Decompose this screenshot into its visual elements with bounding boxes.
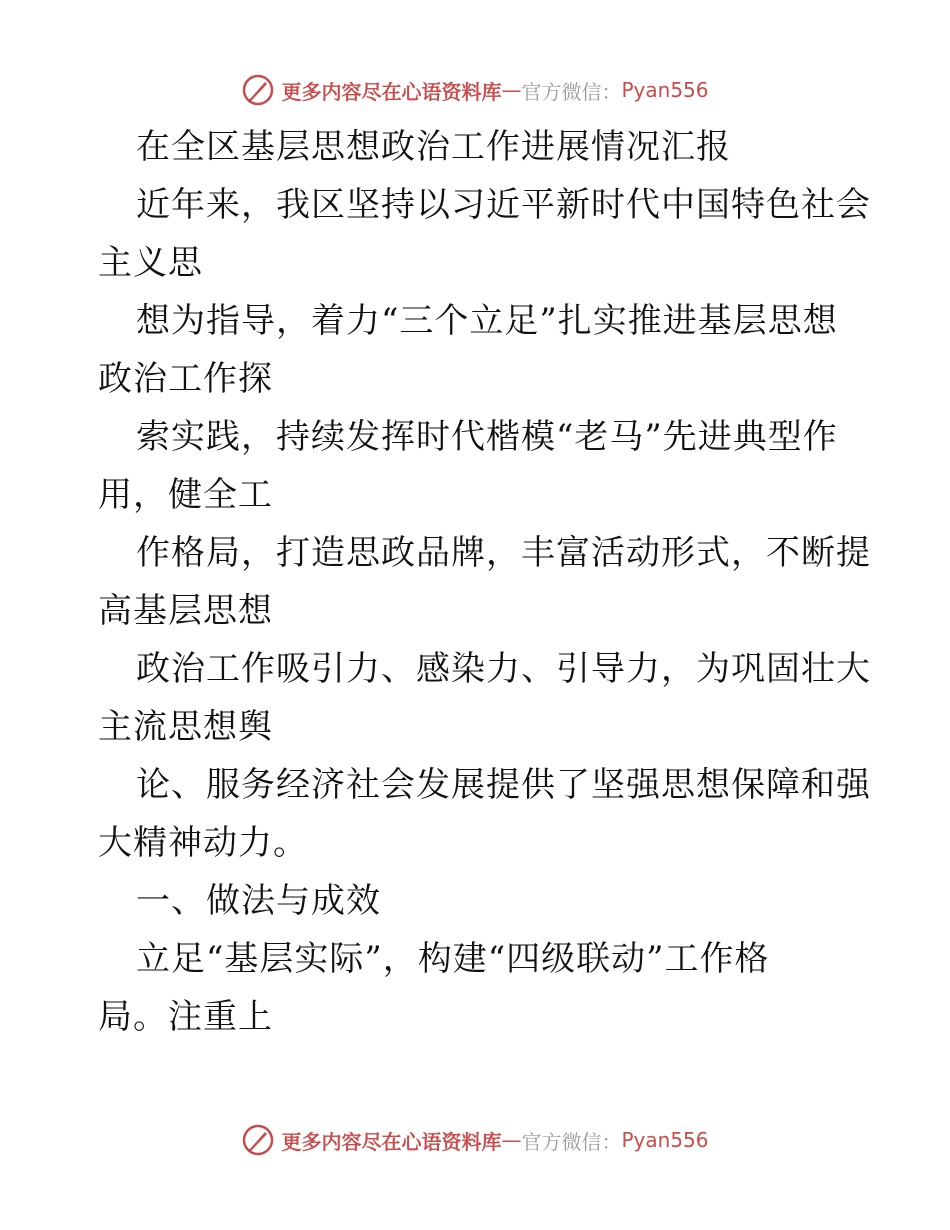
paragraph-line: 作格局，打造思政品牌，丰富活动形式，不断提 xyxy=(136,533,871,573)
watermark-text xyxy=(281,1126,708,1155)
watermark-id: Pyan556 xyxy=(621,1128,709,1152)
section-heading: 一、做法与成效 xyxy=(136,881,381,921)
paragraph-line: 政治工作探 xyxy=(98,359,273,399)
top-watermark-banner xyxy=(0,70,950,110)
watermark-dash: — xyxy=(501,78,522,102)
watermark-text xyxy=(281,76,708,105)
watermark-label: 官方微信： xyxy=(521,1129,622,1154)
paragraph-line: 主义思 xyxy=(98,243,203,283)
watermark-main-text: 更多内容尽在心语资料库 xyxy=(281,1129,502,1154)
paragraph-line: 主流思想舆 xyxy=(98,707,273,747)
document-title: 在全区基层思想政治工作进展情况汇报 xyxy=(136,127,731,167)
paragraph-line: 想为指导，着力“三个立足”扎实推进基层思想 xyxy=(136,301,838,341)
paragraph-line: 高基层思想 xyxy=(98,591,273,631)
paragraph-line: 用，健全工 xyxy=(98,475,273,515)
paragraph-line: 论、服务经济社会发展提供了坚强思想保障和强 xyxy=(136,765,871,805)
paragraph-line: 局。注重上 xyxy=(98,997,273,1037)
paragraph-line: 政治工作吸引力、感染力、引导力，为巩固壮大 xyxy=(136,649,871,689)
watermark-label: 官方微信： xyxy=(521,79,622,104)
watermark-main-text: 更多内容尽在心语资料库 xyxy=(281,79,502,104)
paragraph-line: 索实践，持续发挥时代楷模“老马”先进典型作 xyxy=(136,417,838,457)
paragraph-line: 大精神动力。 xyxy=(98,823,308,863)
paragraph-line: 近年来，我区坚持以习近平新时代中国特色社会 xyxy=(136,185,871,225)
paragraph-line: 立足“基层实际”，构建“四级联动”工作格 xyxy=(136,939,770,979)
quill-pen-logo-icon xyxy=(241,1123,275,1157)
quill-pen-logo-icon xyxy=(241,73,275,107)
watermark-id: Pyan556 xyxy=(621,78,709,102)
bottom-watermark-banner xyxy=(0,1120,950,1160)
document-body xyxy=(98,118,871,1046)
watermark-dash: — xyxy=(501,1128,522,1152)
